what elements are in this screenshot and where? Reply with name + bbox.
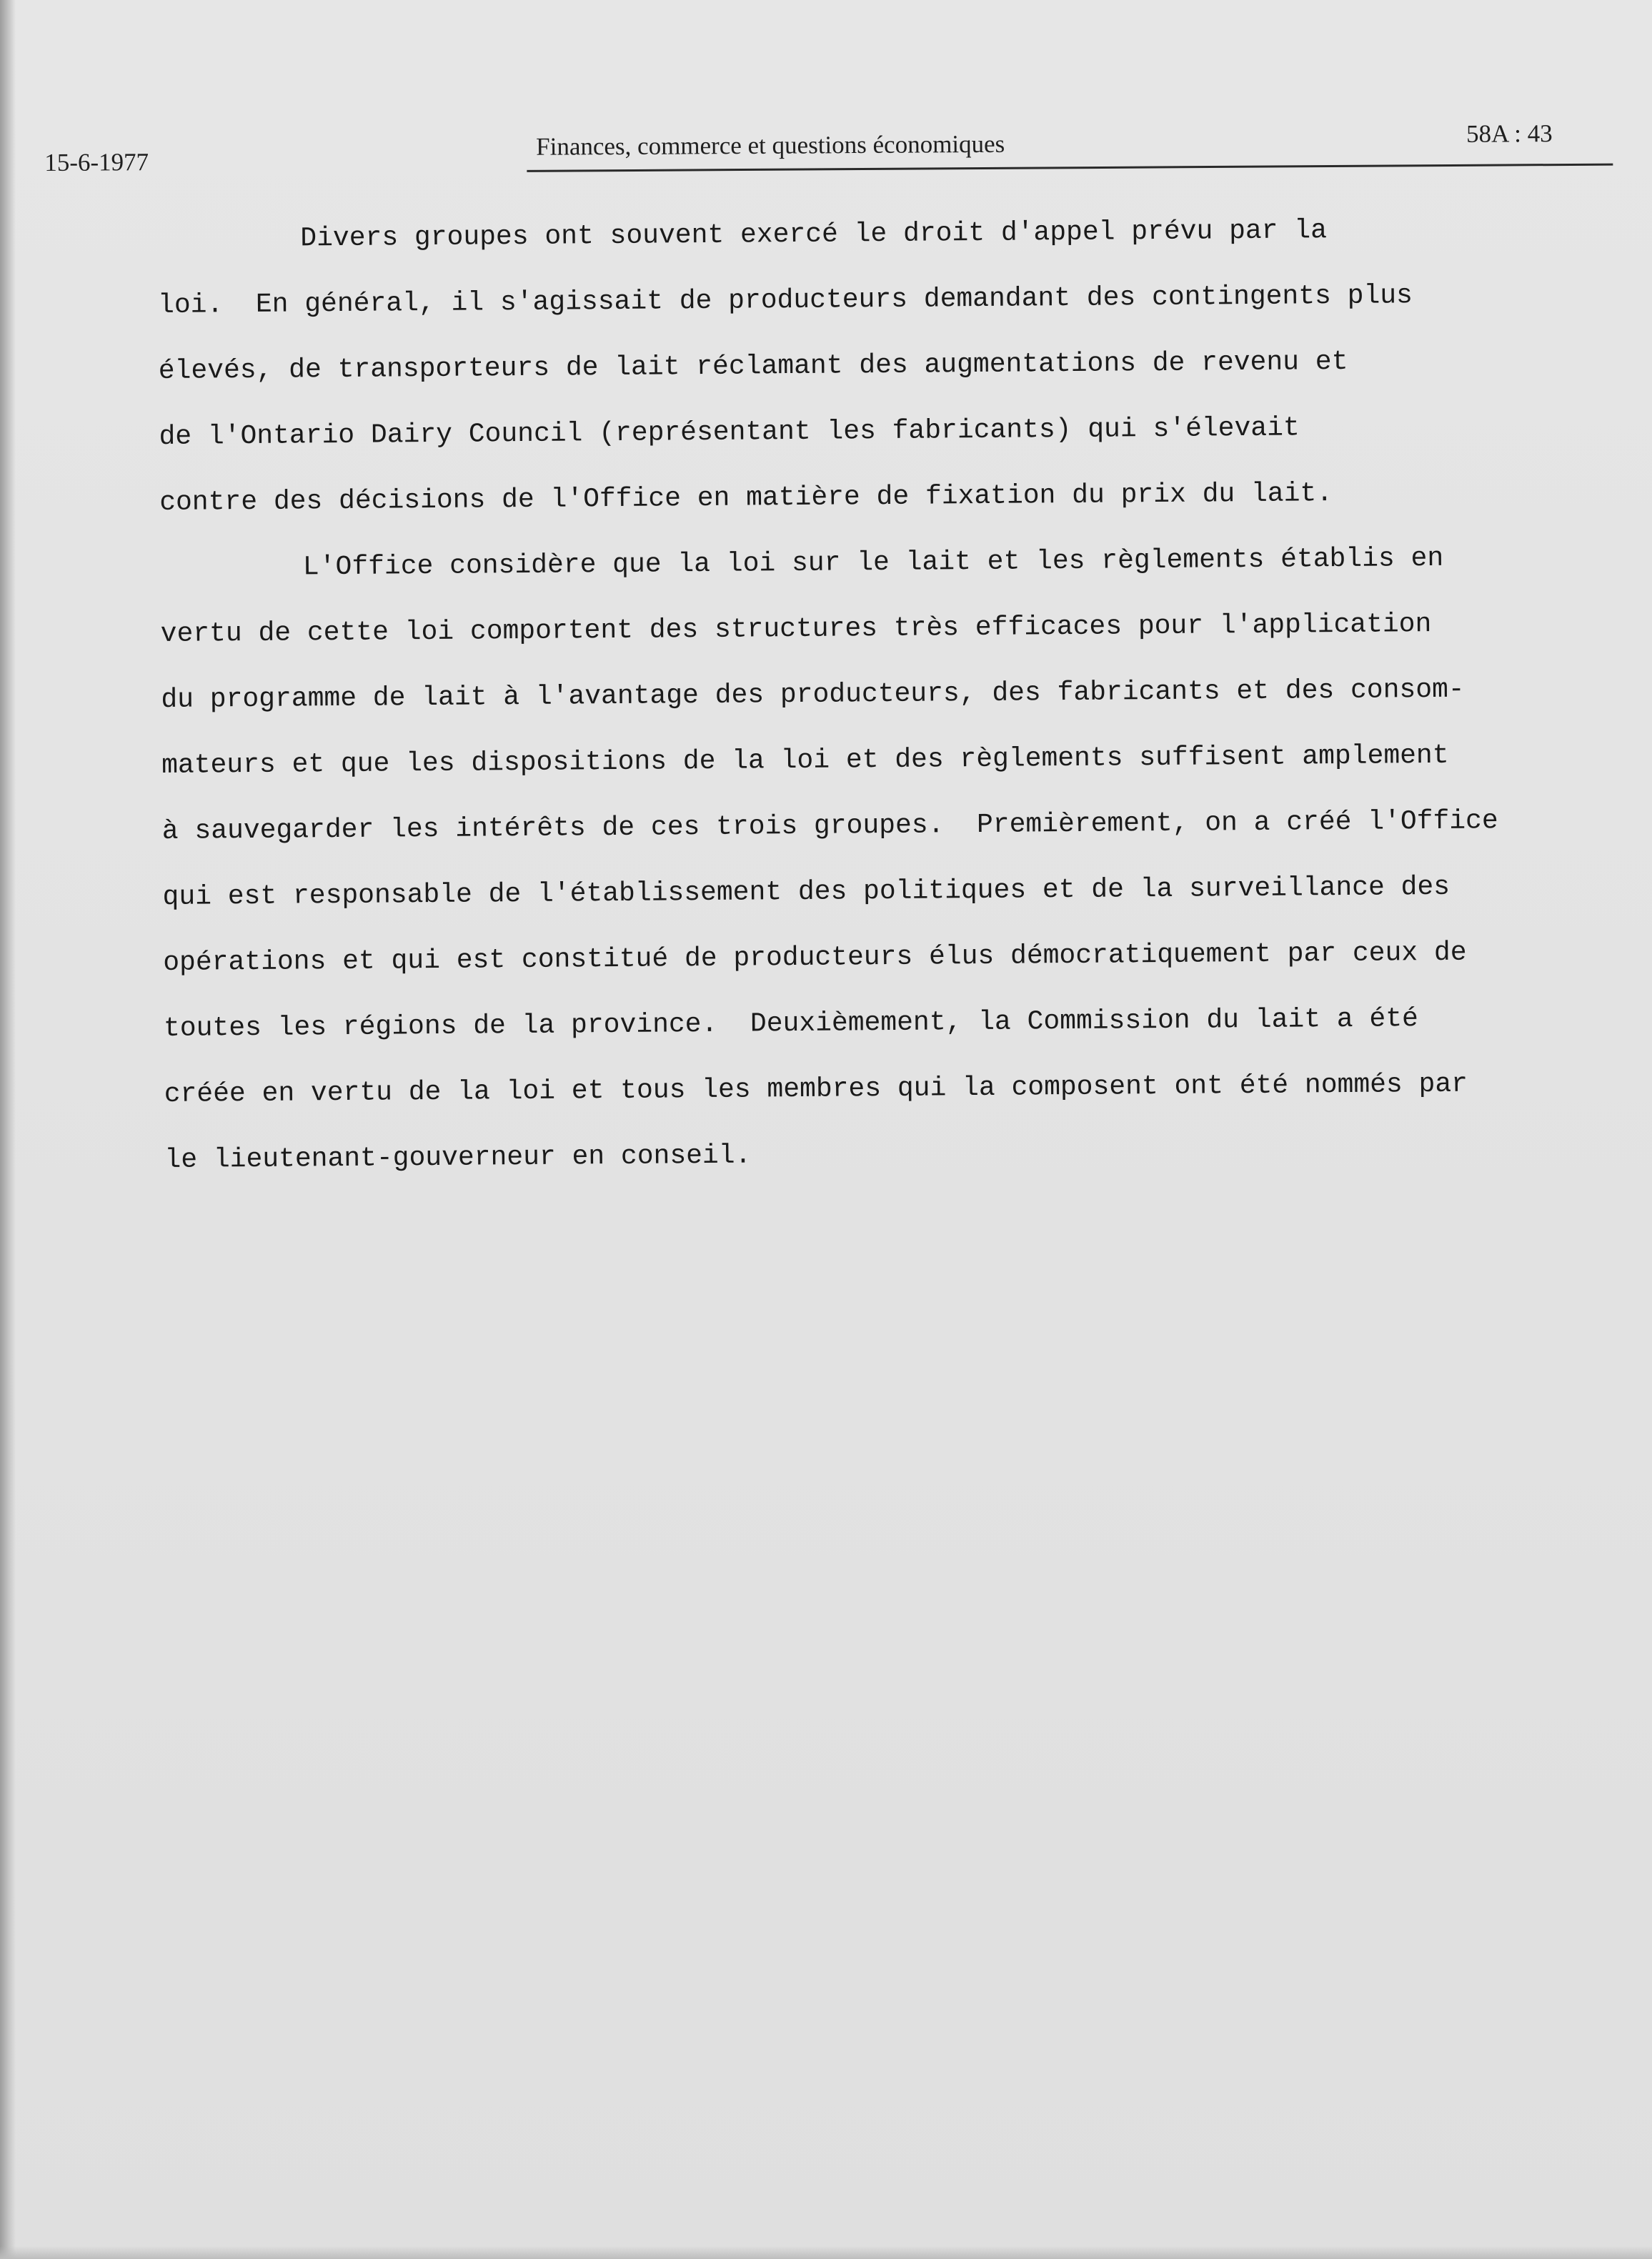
text-line: mateurs et que les dispositions de la loi et des règlements suffisent amplement (161, 740, 1449, 781)
text-line: créée en vertu de la loi et tous les membres qui la composent ont été nommés par (164, 1068, 1468, 1110)
text-line: opérations et qui est constitué de producteurs élus démocratiquement par ceux de (163, 937, 1467, 978)
text-line: de l'Ontario Dairy Council (représentant les fabricants) qui s'élevait (159, 412, 1300, 452)
text-line: loi. En général, il s'agissait de producteurs demandant des contingents plus (157, 280, 1413, 321)
page-left-edge-shadow (0, 0, 16, 2259)
header-date: 15-6-1977 (44, 148, 149, 177)
text-line: élevés, de transporteurs de lait réclamant des augmentations de revenu et (158, 346, 1348, 387)
text-line: à sauvegarder les intérêts de ces trois groupes. Premièrement, on a créé l'Office (161, 805, 1498, 847)
text-line: Divers groupes ont souvent exercé le droit d'appel prévu par la (300, 215, 1328, 254)
header-title: Finances, commerce et questions économiques (536, 129, 1005, 161)
text-line: vertu de cette loi comportent des structures très efficaces pour l'application (160, 609, 1432, 650)
text-line: du programme de lait à l'avantage des producteurs, des fabricants et des consom- (161, 674, 1465, 715)
text-line: le lieutenant-gouverneur en conseil. (164, 1140, 752, 1176)
body-text (157, 197, 1537, 1193)
running-header (44, 118, 1566, 179)
paragraph-2 (160, 525, 1537, 1193)
text-line: contre des décisions de l'Office en matière de fixation du prix du lait. (159, 478, 1333, 518)
text-line: L'Office considère que la loi sur le lait et les règlements établis en (302, 542, 1444, 583)
header-rule (527, 164, 1613, 172)
paragraph-1 (157, 197, 1532, 536)
header-page-number: 58A : 43 (1466, 119, 1553, 148)
text-line: qui est responsable de l'établissement des politiques et de la surveillance des (162, 871, 1451, 913)
text-line: toutes les régions de la province. Deuxièmement, la Commission du lait a été (163, 1003, 1419, 1044)
page-bottom-edge-shadow (0, 2246, 1652, 2259)
